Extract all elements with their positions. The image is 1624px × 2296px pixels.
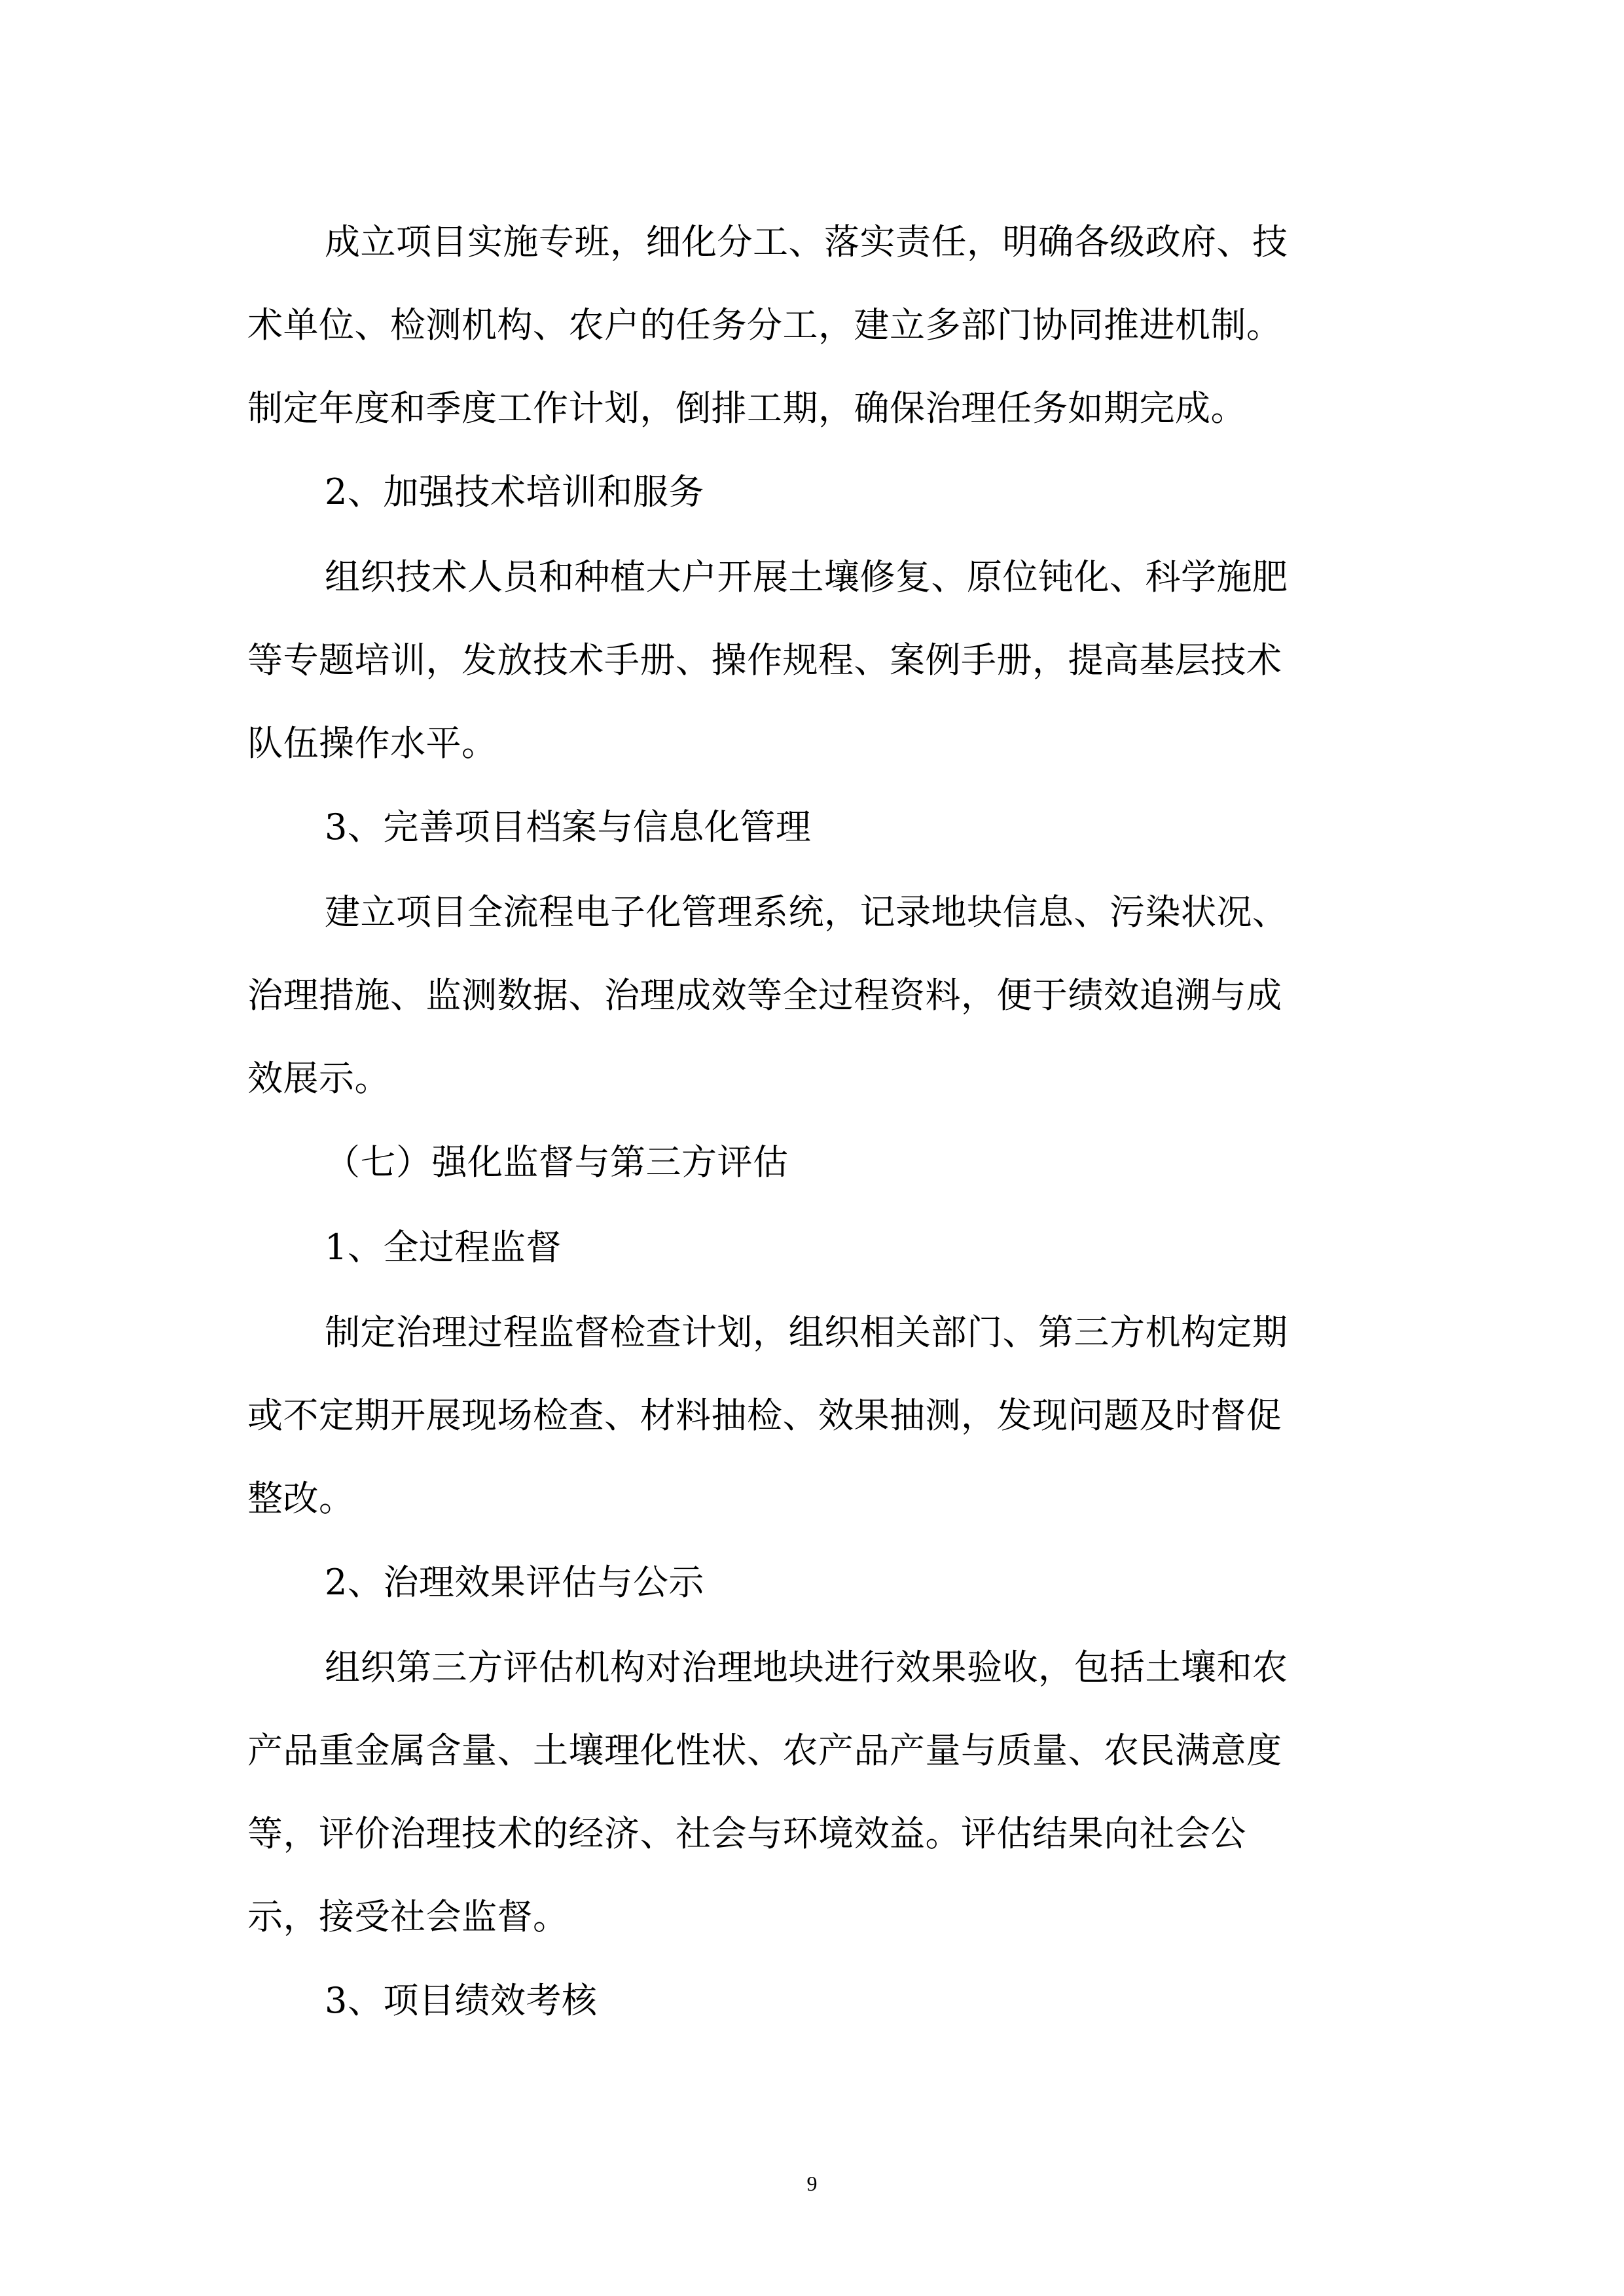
section-heading: 1、全过程监督 <box>325 1227 562 1268</box>
body-text-line: 等，评价治理技术的经济、社会与环境效益。评估结果向社会公 <box>247 1813 1246 1854</box>
body-text-line: 治理措施、监测数据、治理成效等全过程资料，便于绩效追溯与成 <box>247 975 1282 1016</box>
section-heading: 3、项目绩效考核 <box>325 1980 598 2021</box>
body-text-line: 或不定期开展现场检查、材料抽检、效果抽测，发现问题及时督促 <box>247 1395 1282 1436</box>
chapter-heading: （七）强化监督与第三方评估 <box>325 1141 789 1183</box>
body-text-line: 组织技术人员和种植大户开展土壤修复、原位钝化、科学施肥 <box>325 556 1288 598</box>
body-text-line: 等专题培训，发放技术手册、操作规程、案例手册，提高基层技术 <box>247 639 1282 681</box>
body-text-line: 效展示。 <box>247 1058 390 1099</box>
section-heading: 2、治理效果评估与公示 <box>325 1562 704 1603</box>
body-text-line: 组织第三方评估机构对治理地块进行效果验收，包括土壤和农 <box>325 1647 1288 1688</box>
section-heading: 3、完善项目档案与信息化管理 <box>325 806 812 848</box>
page-number: 9 <box>806 2172 818 2195</box>
body-text-line: 建立项目全流程电子化管理系统，记录地块信息、污染状况、 <box>325 891 1288 933</box>
body-text-line: 产品重金属含量、土壤理化性状、农产品产量与质量、农民满意度 <box>247 1730 1282 1771</box>
body-text-line: 队伍操作水平。 <box>247 723 497 764</box>
body-text-line: 整改。 <box>247 1478 355 1519</box>
body-text-line: 术单位、检测机构、农户的任务分工，建立多部门协同推进机制。 <box>247 304 1282 346</box>
body-text-line: 制定年度和季度工作计划，倒排工期，确保治理任务如期完成。 <box>247 387 1246 429</box>
body-text-line: 制定治理过程监督检查计划，组织相关部门、第三方机构定期 <box>325 1312 1288 1353</box>
body-text-line: 成立项目实施专班，细化分工、落实责任，明确各级政府、技 <box>325 221 1288 262</box>
body-text-line: 示，接受社会监督。 <box>247 1896 569 1937</box>
section-heading: 2、加强技术培训和服务 <box>325 471 704 512</box>
